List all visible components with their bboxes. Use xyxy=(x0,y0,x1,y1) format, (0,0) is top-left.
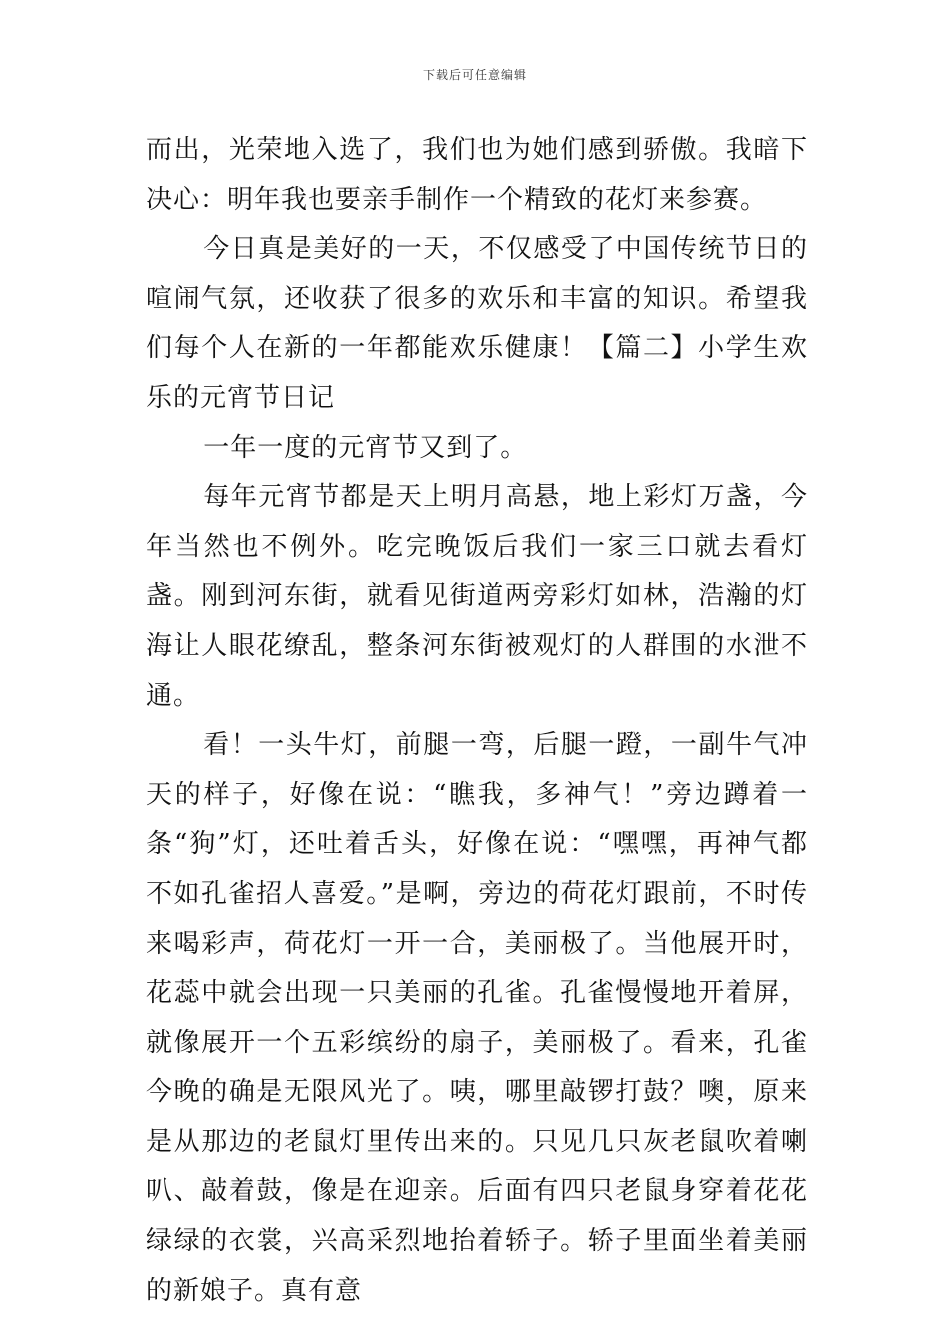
paragraph-continuation: 而出，光荣地入选了，我们也为她们感到骄傲。我暗下决心：明年我也要亲手制作一个精致的花灯来参赛。 xyxy=(146,135,808,215)
document-body xyxy=(146,126,808,1316)
paragraph: 看！一头牛灯，前腿一弯，后腿一蹬，一副牛气冲天的样子，好像在说：“瞧我，多神气！”旁边蹲着一条“狗”灯，还吐着舌头，好像在说：“嘿嘿，再神气都不如孔雀招人喜爱。”是啊，旁边的荷花灯跟前，不时传来喝彩声，荷花灯一开一合，美丽极了。当他展开时，花蕊中就会出现一只美丽的孔雀。孔雀慢慢地开着屏，就像展开一个五彩缤纷的扇子，美丽极了。看来，孔雀今晚的确是无限风光了。咦，哪里敲锣打鼓？噢，原来是从那边的老鼠灯里传出来的。只见几只灰老鼠吹着喇叭、敲着鼓，像是在迎亲。后面有四只老鼠身穿着花花绿绿的衣裳，兴高采烈地抬着轿子。轿子里面坐着美丽的新娘子。真有意 xyxy=(146,730,808,1306)
page-header: 下载后可任意编辑 xyxy=(422,68,527,82)
paragraph: 每年元宵节都是天上明月高悬，地上彩灯万盏，今年当然也不例外。吃完晚饭后我们一家三口就去看灯盏。刚到河东街，就看见街道两旁彩灯如林，浩瀚的灯海让人眼花缭乱，整条河东街被观灯的人群围的水泄不通。 xyxy=(146,482,808,711)
paragraph: 一年一度的元宵节又到了。 xyxy=(203,432,528,463)
paragraph: 今日真是美好的一天，不仅感受了中国传统节日的喧闹气氛，还收获了很多的欢乐和丰富的知识。希望我们每个人在新的一年都能欢乐健康！【篇二】小学生欢乐的元宵节日记 xyxy=(146,234,808,413)
